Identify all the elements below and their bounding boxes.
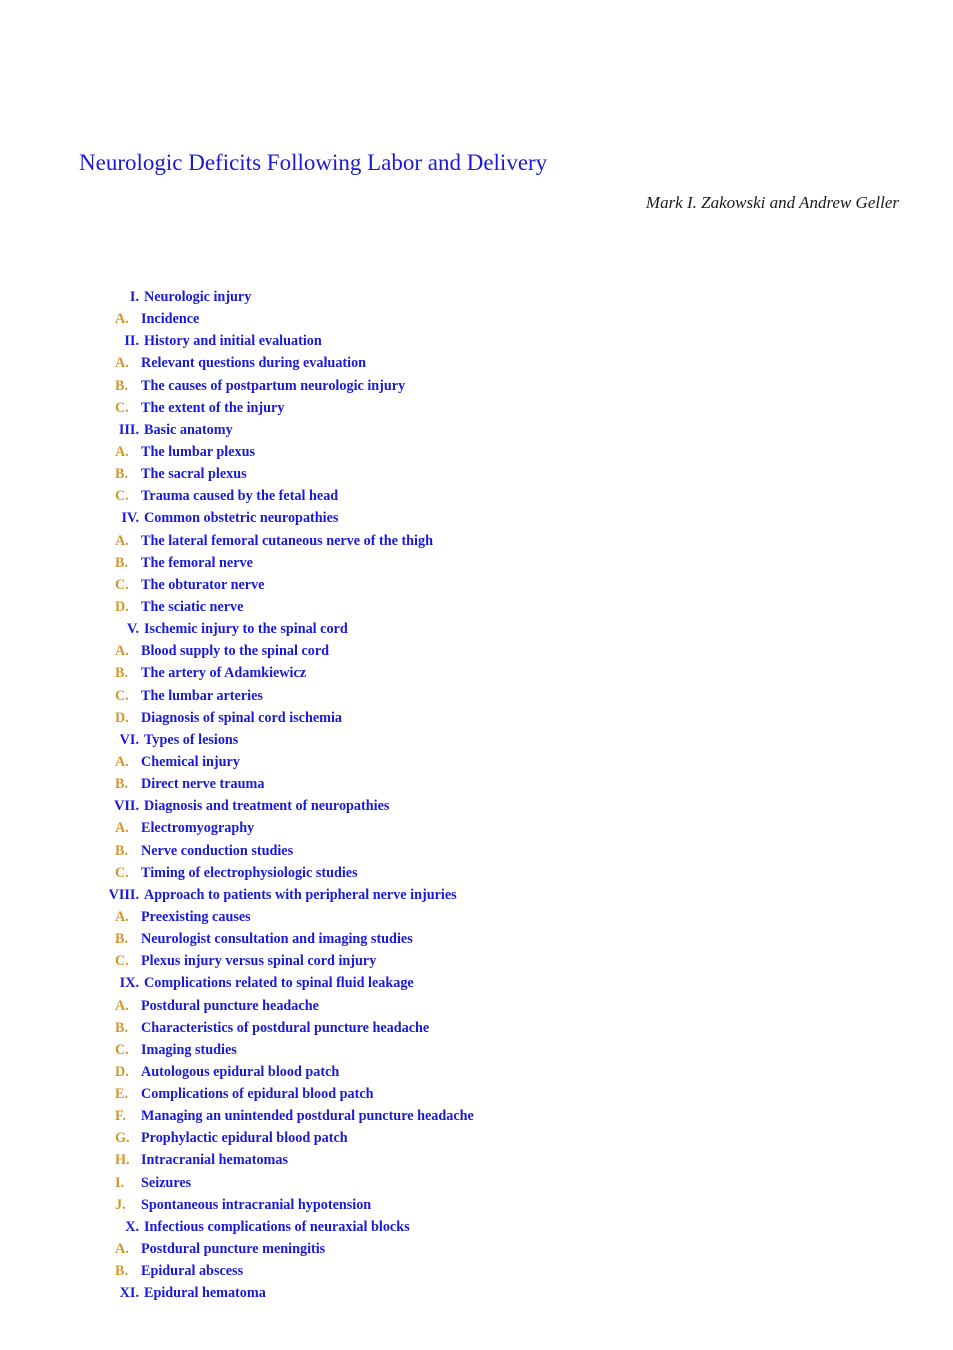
toc-item-text: Postdural puncture meningitis [141, 1241, 326, 1258]
toc-section-link[interactable] [0, 330, 953, 352]
toc-item-number: V. [127, 621, 139, 638]
toc-subsection-link[interactable] [0, 995, 953, 1017]
toc-item-number: D. [115, 1063, 129, 1080]
toc-item-text: The sacral plexus [141, 466, 247, 483]
toc-item-number: H. [115, 1152, 130, 1169]
toc-item-text: The artery of Adamkiewicz [141, 665, 307, 682]
toc-item-text: The extent of the injury [141, 399, 285, 416]
toc-subsection-link[interactable] [0, 1172, 953, 1194]
toc-item-number: E. [115, 1086, 129, 1103]
toc-item-number: A. [115, 355, 129, 372]
toc-item-number: A. [115, 997, 129, 1014]
toc-item-number: J. [115, 1196, 126, 1213]
toc-item-text: Prophylactic epidural blood patch [141, 1130, 348, 1147]
toc-item-number: IV. [121, 510, 139, 527]
toc-subsection-link[interactable] [0, 530, 953, 552]
toc-section-link[interactable] [0, 795, 953, 817]
toc-item-text: The sciatic nerve [141, 598, 244, 615]
toc-item-number: C. [115, 576, 129, 593]
toc-subsection-link[interactable] [0, 1127, 953, 1149]
toc-item-number: I. [129, 289, 139, 305]
toc-item-text: Intracranial hematomas [141, 1152, 288, 1169]
toc-item-text: Nerve conduction studies [141, 842, 294, 859]
toc-item-number: XI. [119, 1285, 139, 1302]
toc-item-text: Relevant questions during evaluation [141, 355, 367, 372]
toc-item-text: Epidural hematoma [144, 1285, 266, 1302]
toc-item-text: Epidural abscess [141, 1263, 244, 1280]
toc-subsection-link[interactable] [0, 441, 953, 463]
toc-section-link[interactable] [0, 1282, 953, 1304]
toc-item-text: Preexisting causes [141, 908, 251, 925]
toc-item-text: Types of lesions [144, 731, 239, 748]
toc-subsection-link[interactable] [0, 352, 953, 374]
toc-subsection-link[interactable] [0, 397, 953, 419]
toc-item-number: A. [115, 443, 129, 460]
toc-item-text: The obturator nerve [141, 576, 265, 593]
toc-item-number: III. [118, 421, 139, 438]
toc-item-text: Neurologist consultation and imaging studies [141, 931, 413, 948]
toc-item-text: The lumbar plexus [141, 443, 256, 460]
toc-item-number: C. [115, 953, 129, 970]
toc-item-number: C. [115, 1041, 129, 1058]
toc-item-number: B. [115, 377, 129, 394]
toc-item-number: B. [115, 931, 129, 948]
toc-item-number: A. [115, 1241, 129, 1258]
toc-subsection-link[interactable] [0, 751, 953, 773]
toc-item-text: Electromyography [141, 820, 255, 837]
toc-item-number: D. [115, 709, 129, 726]
toc-item-number: F. [115, 1108, 126, 1125]
toc-item-text: Common obstetric neuropathies [144, 510, 339, 527]
toc-item-number: C. [115, 399, 129, 416]
toc-item-text: Characteristics of postdural puncture headache [141, 1019, 430, 1036]
toc-item-number: C. [115, 488, 129, 505]
toc-subsection-link[interactable] [0, 640, 953, 662]
toc-subsection-link[interactable] [0, 950, 953, 972]
toc-item-number: II. [124, 333, 139, 350]
toc-item-text: The lateral femoral cutaneous nerve of the thigh [141, 532, 433, 549]
toc-item-text: Incidence [141, 311, 200, 328]
toc-item-number: D. [115, 598, 129, 615]
document-authors: Mark I. Zakowski and Andrew Geller [645, 193, 899, 212]
toc-item-number: I. [115, 1174, 125, 1191]
toc-section-link[interactable] [0, 419, 953, 441]
toc-item-text: History and initial evaluation [144, 333, 322, 350]
toc-subsection-link[interactable] [0, 1105, 953, 1127]
toc-section-link[interactable] [0, 507, 953, 529]
toc-item-text: Timing of electrophysiologic studies [141, 864, 358, 881]
toc-subsection-link[interactable] [0, 685, 953, 707]
toc-subsection-link[interactable] [0, 574, 953, 596]
toc-item-number: B. [115, 1263, 129, 1280]
toc-item-number: A. [115, 908, 129, 925]
toc-subsection-link[interactable] [0, 1260, 953, 1282]
toc-item-text: Spontaneous intracranial hypotension [141, 1196, 372, 1213]
toc-section-link[interactable] [0, 618, 953, 640]
toc-subsection-link[interactable] [0, 1238, 953, 1260]
toc-subsection-link[interactable] [0, 840, 953, 862]
toc-item-number: C. [115, 687, 129, 704]
toc-item-text: Seizures [141, 1174, 192, 1191]
toc-item-number: B. [115, 665, 129, 682]
toc-item-text: Blood supply to the spinal cord [141, 643, 330, 660]
toc-subsection-link[interactable] [0, 662, 953, 684]
toc-subsection-link[interactable] [0, 1083, 953, 1105]
toc-subsection-link[interactable] [0, 1149, 953, 1171]
toc-subsection-link[interactable] [0, 773, 953, 795]
toc-item-text: Chemical injury [141, 753, 240, 770]
toc-item-text: Plexus injury versus spinal cord injury [141, 953, 377, 970]
toc-item-text: The causes of postpartum neurologic injury [141, 377, 406, 394]
toc-item-text: Basic anatomy [144, 421, 233, 438]
toc-item-text: Approach to patients with peripheral nerve injuries [144, 886, 457, 903]
toc-section-link[interactable] [0, 729, 953, 751]
toc-item-number: B. [115, 842, 129, 859]
toc-subsection-link[interactable] [0, 928, 953, 950]
toc-item-text: Trauma caused by the fetal head [141, 488, 339, 505]
toc-item-number: A. [115, 311, 129, 328]
toc-item-number: VIII. [108, 886, 139, 903]
toc-subsection-link[interactable] [0, 817, 953, 839]
toc-item-text: The lumbar arteries [141, 687, 263, 704]
toc-subsection-link[interactable] [0, 596, 953, 618]
toc-item-number: IX. [119, 975, 139, 992]
toc-subsection-link[interactable] [0, 1039, 953, 1061]
toc-subsection-link[interactable] [0, 485, 953, 507]
toc-subsection-link[interactable] [0, 707, 953, 729]
table-of-contents [0, 286, 953, 1304]
toc-item-number: VII. [114, 798, 139, 815]
toc-item-text: Diagnosis and treatment of neuropathies [144, 798, 390, 815]
toc-item-number: C. [115, 864, 129, 881]
toc-item-text: Autologous epidural blood patch [141, 1063, 340, 1080]
toc-section-link[interactable] [0, 286, 953, 308]
toc-item-text: Infectious complications of neuraxial blocks [144, 1218, 410, 1235]
toc-item-number: A. [115, 532, 129, 549]
toc-item-text: Neurologic injury [144, 289, 252, 305]
toc-subsection-link[interactable] [0, 862, 953, 884]
toc-subsection-link[interactable] [0, 375, 953, 397]
toc-item-text: Postdural puncture headache [141, 997, 319, 1014]
toc-item-number: B. [115, 1019, 129, 1036]
toc-item-number: B. [115, 466, 129, 483]
toc-item-text: Direct nerve trauma [141, 776, 265, 793]
toc-item-number: B. [115, 776, 129, 793]
toc-subsection-link[interactable] [0, 552, 953, 574]
toc-item-text: Imaging studies [141, 1041, 237, 1058]
toc-section-link[interactable] [0, 972, 953, 994]
toc-item-text: Complications of epidural blood patch [141, 1086, 374, 1103]
toc-section-link[interactable] [0, 1216, 953, 1238]
toc-subsection-link[interactable] [0, 1194, 953, 1216]
toc-subsection-link[interactable] [0, 1061, 953, 1083]
toc-subsection-link[interactable] [0, 463, 953, 485]
toc-item-number: A. [115, 643, 129, 660]
toc-item-number: A. [115, 820, 129, 837]
toc-item-number: G. [115, 1130, 130, 1147]
document-title: Neurologic Deficits Following Labor and Delivery [79, 150, 548, 175]
toc-item-number: A. [115, 753, 129, 770]
toc-subsection-link[interactable] [0, 1017, 953, 1039]
toc-item-text: Ischemic injury to the spinal cord [144, 621, 348, 638]
toc-item-text: The femoral nerve [141, 554, 253, 571]
toc-item-number: B. [115, 554, 129, 571]
toc-item-text: Managing an unintended postdural puncture headache [141, 1108, 474, 1125]
toc-subsection-link[interactable] [0, 308, 953, 330]
toc-section-link[interactable] [0, 884, 953, 906]
toc-item-text: Diagnosis of spinal cord ischemia [141, 709, 343, 726]
toc-item-text: Complications related to spinal fluid leakage [144, 975, 414, 992]
toc-item-number: VI. [119, 731, 139, 748]
toc-subsection-link[interactable] [0, 906, 953, 928]
toc-item-number: X. [125, 1218, 139, 1235]
